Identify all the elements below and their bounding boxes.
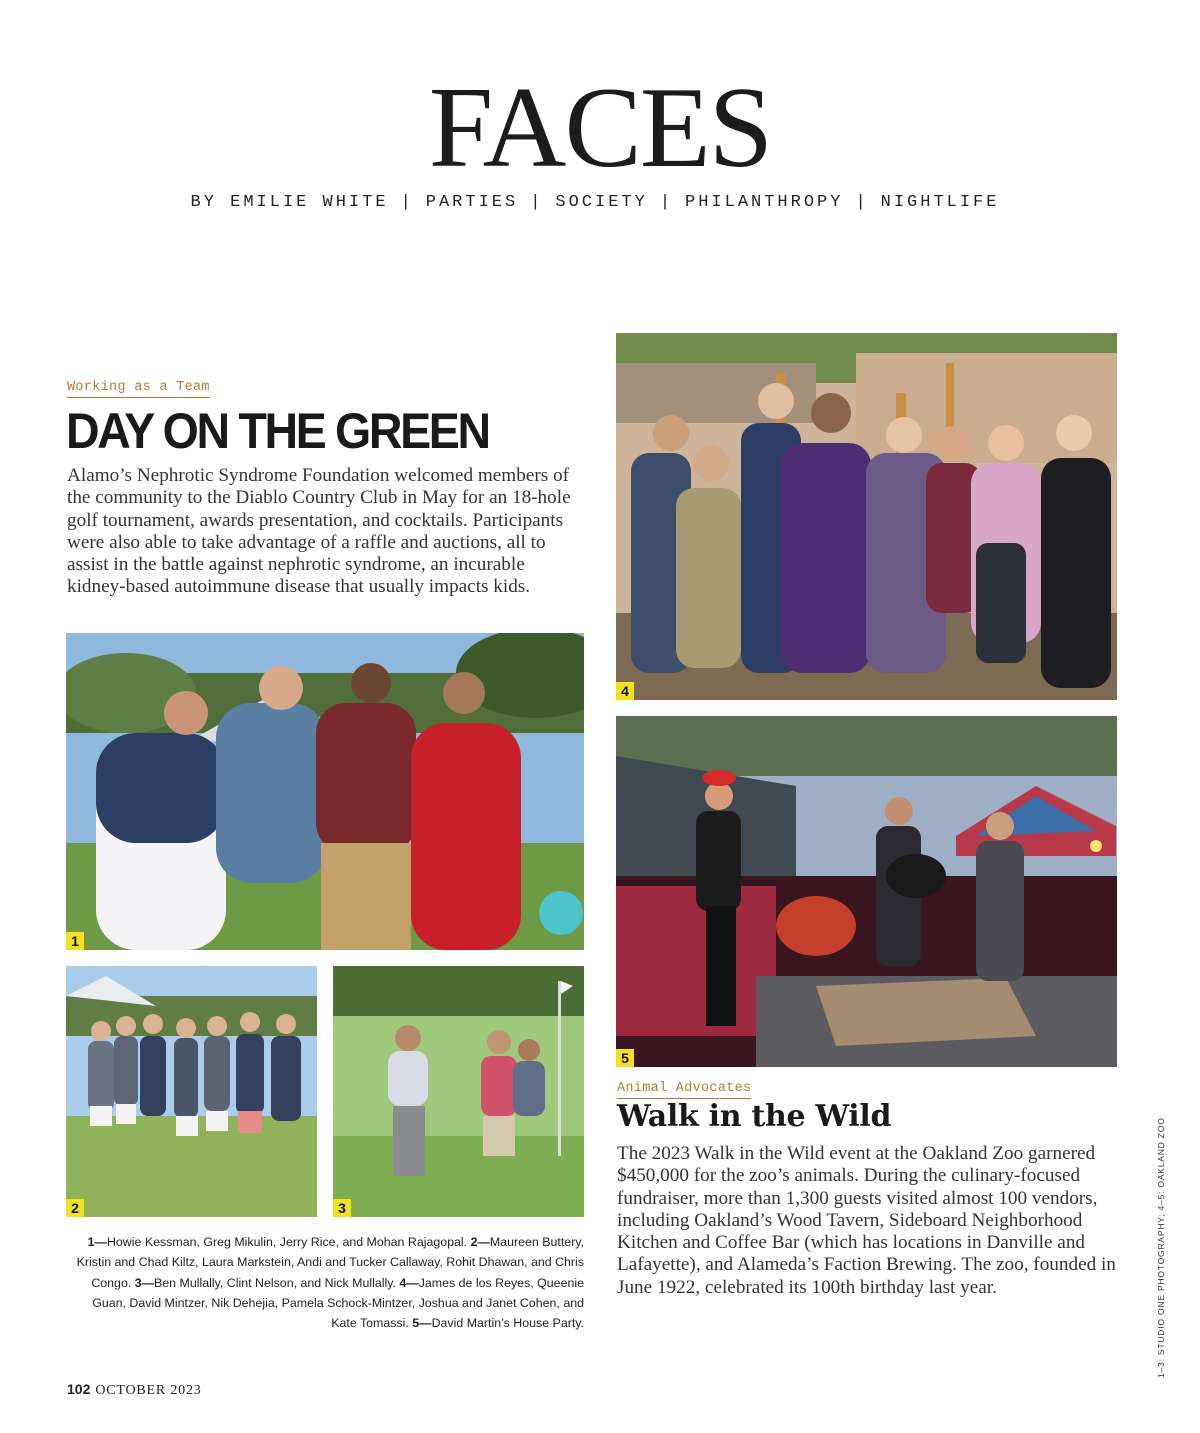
photo-number-badge: 3 (333, 1199, 351, 1217)
section-subnav (0, 193, 1190, 212)
caption-text: James de los Reyes, Queenie Guan, David Mintzer, Nik Dehejia, Pamela Schock-Mintzer, Joshua and Janet Cohen, and Kate Tomassi. (92, 1275, 584, 1331)
caption-text: Howie Kessman, Greg Mikulin, Jerry Rice, and Mohan Rajagopal. (106, 1235, 471, 1249)
caption-number: 4— (399, 1275, 419, 1290)
photo-zoo-guests (616, 333, 1117, 700)
subnav-separator: | (659, 193, 674, 212)
photo-number-badge: 1 (66, 932, 84, 950)
right-story-body: The 2023 Walk in the Wild event at the Oakland Zoo garnered $450,000 for the zoo’s animals. During the culinary-focused fundraiser, more than 1,300 guests visited almost 100 vendors, including Oakland’s Wood Tavern, Sideboard Neighborhood Kitchen and Coffee Bar (which has locations in Danville and Lafayette), and Alameda’s Faction Brewing. The zoo, founded in June 1922, celebrated its 100th birthday last year. (617, 1143, 1116, 1298)
left-story-headline: DAY ON THE GREEN (66, 403, 489, 459)
caption-number: 5— (412, 1316, 432, 1331)
caption-text: David Martin’s House Party. (431, 1316, 584, 1331)
left-story-kicker: Working as a Team (67, 380, 210, 398)
issue-date: OCTOBER 2023 (95, 1383, 202, 1398)
subnav-society: SOCIETY (555, 193, 648, 212)
caption-number: 3— (134, 1275, 155, 1290)
photo-golfers-foursome (66, 633, 584, 950)
masthead-title: FACES (428, 64, 772, 192)
subnav-nightlife: NIGHTLIFE (880, 193, 1000, 212)
caption-text: Maureen Buttery, Kristin and Chad Kiltz, Laura Markstein, Andi and Tucker Callaway, Rohit Dhawan, and Chris Congo. (76, 1235, 584, 1290)
caption-text: Ben Mullally, Clint Nelson, and Nick Mullally. (154, 1275, 400, 1290)
page-number: 102 (67, 1381, 91, 1397)
photo-band-performance (616, 716, 1117, 1067)
page-footer (67, 1381, 202, 1399)
photo-number-badge: 5 (616, 1049, 634, 1067)
right-story-kicker: Animal Advocates (617, 1081, 751, 1099)
photo-putting-green (333, 966, 584, 1217)
subnav-parties: PARTIES (425, 193, 519, 212)
subnav-separator: | (400, 193, 414, 212)
photo-number-badge: 4 (616, 682, 634, 700)
photo-volunteer-group (66, 966, 317, 1217)
caption-number: 2— (470, 1235, 490, 1249)
right-story-headline: Walk in the Wild (617, 1099, 892, 1134)
left-story-body: Alamo’s Nephrotic Syndrome Foundation welcomed members of the community to the Diablo Country Club in May for an 18-hole golf tournament, awards presentation, and cocktails. Participants were also able to take advantage of a raffle and auctions, all to assist in the battle against nephrotic syndrome, an incurable kidney-based autoimmune disease that usually impacts kids. (67, 465, 571, 598)
subnav-separator: | (855, 193, 869, 212)
photo-number-badge: 2 (66, 1199, 84, 1217)
subnav-byline: BY EMILIE WHITE (190, 193, 389, 212)
subnav-separator: | (530, 193, 544, 212)
photo-captions (66, 1232, 584, 1333)
photo-credit: 1–3: STUDIO ONE PHOTOGRAPHY; 4–5: OAKLAND ZOO (1156, 1117, 1166, 1378)
subnav-philanthropy: PHILANTHROPY (685, 193, 844, 212)
caption-number: 1— (87, 1235, 107, 1249)
